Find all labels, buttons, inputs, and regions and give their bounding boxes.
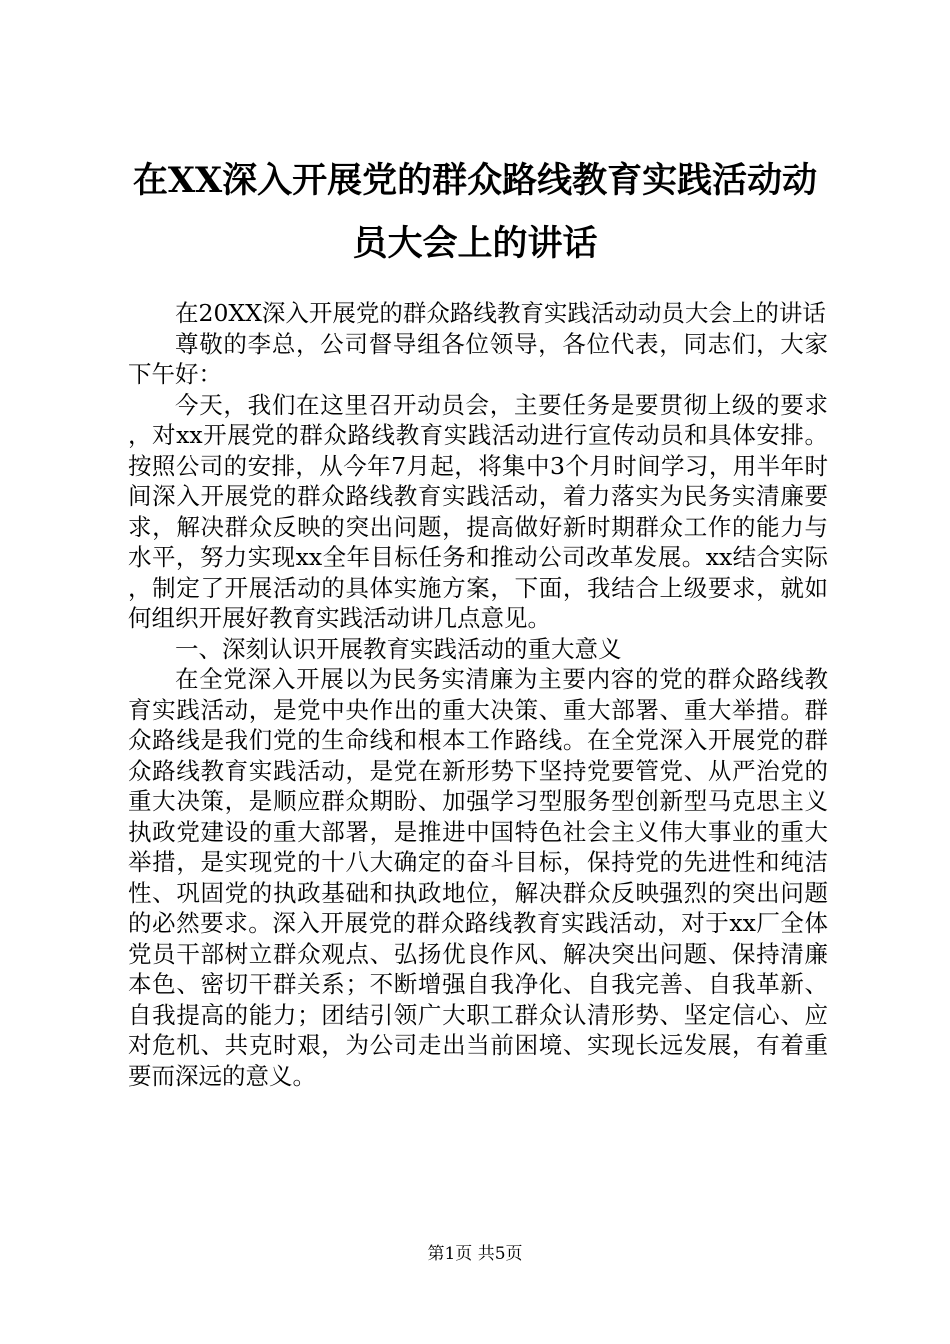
paragraph-intro: 今天，我们在这里召开动员会，主要任务是要贯彻上级的要求，对xx开展党的群众路线教育实践活动进行宣传动员和具体安排。按照公司的安排，从今年7月起，将集中3个月时间学习，用半年时间深入开展党的群众路线教育实践活动，着力落实为民务实清廉要求，解决群众反映的突出问题，提高做好新时期群众工作的能力与水平，努力实现xx全年目标任务和推动公司改革发展。xx结合实际，制定了开展活动的具体实施方案，下面，我结合上级要求，就如何组织开展好教育实践活动讲几点意见。 (128, 390, 828, 632)
section-heading-1: 一、深刻认识开展教育实践活动的重大意义 (175, 634, 622, 663)
document-title-line-2: 员大会上的讲话 (352, 223, 598, 264)
document-title-line-1: 在XX深入开展党的群众路线教育实践活动动 (132, 160, 818, 201)
document-body (128, 298, 828, 1091)
paragraph-significance: 在全党深入开展以为民务实清廉为主要内容的党的群众路线教育实践活动，是党中央作出的重大决策、重大部署、重大举措。群众路线是我们党的生命线和根本工作路线。在全党深入开展党的群众路线教育实践活动，是党在新形势下坚持党要管党、从严治党的重大决策，是顺应群众期盼、加强学习型服务型创新型马克思主义执政党建设的重大部署，是推进中国特色社会主义伟大事业的重大举措，是实现党的十八大确定的奋斗目标，保持党的先进性和纯洁性、巩固党的执政基础和执政地位，解决群众反映强烈的突出问题的必然要求。深入开展党的群众路线教育实践活动，对于xx厂全体党员干部树立群众观点、弘扬优良作风、解决突出问题、保持清廉本色、密切干群关系；不断增强自我净化、自我完善、自我革新、自我提高的能力；团结引领广大职工群众认清形势、坚定信心、应对危机、共克时艰，为公司走出当前困境、实现长远发展，有着重要而深远的意义。 (128, 665, 828, 1090)
paragraph-subtitle: 在20XX深入开展党的群众路线教育实践活动动员大会上的讲话 (175, 299, 826, 327)
paragraph-greeting: 尊敬的李总，公司督导组各位领导，各位代表，同志们，大家下午好： (128, 329, 828, 388)
page-footer: 第1页 共5页 (427, 1244, 523, 1264)
